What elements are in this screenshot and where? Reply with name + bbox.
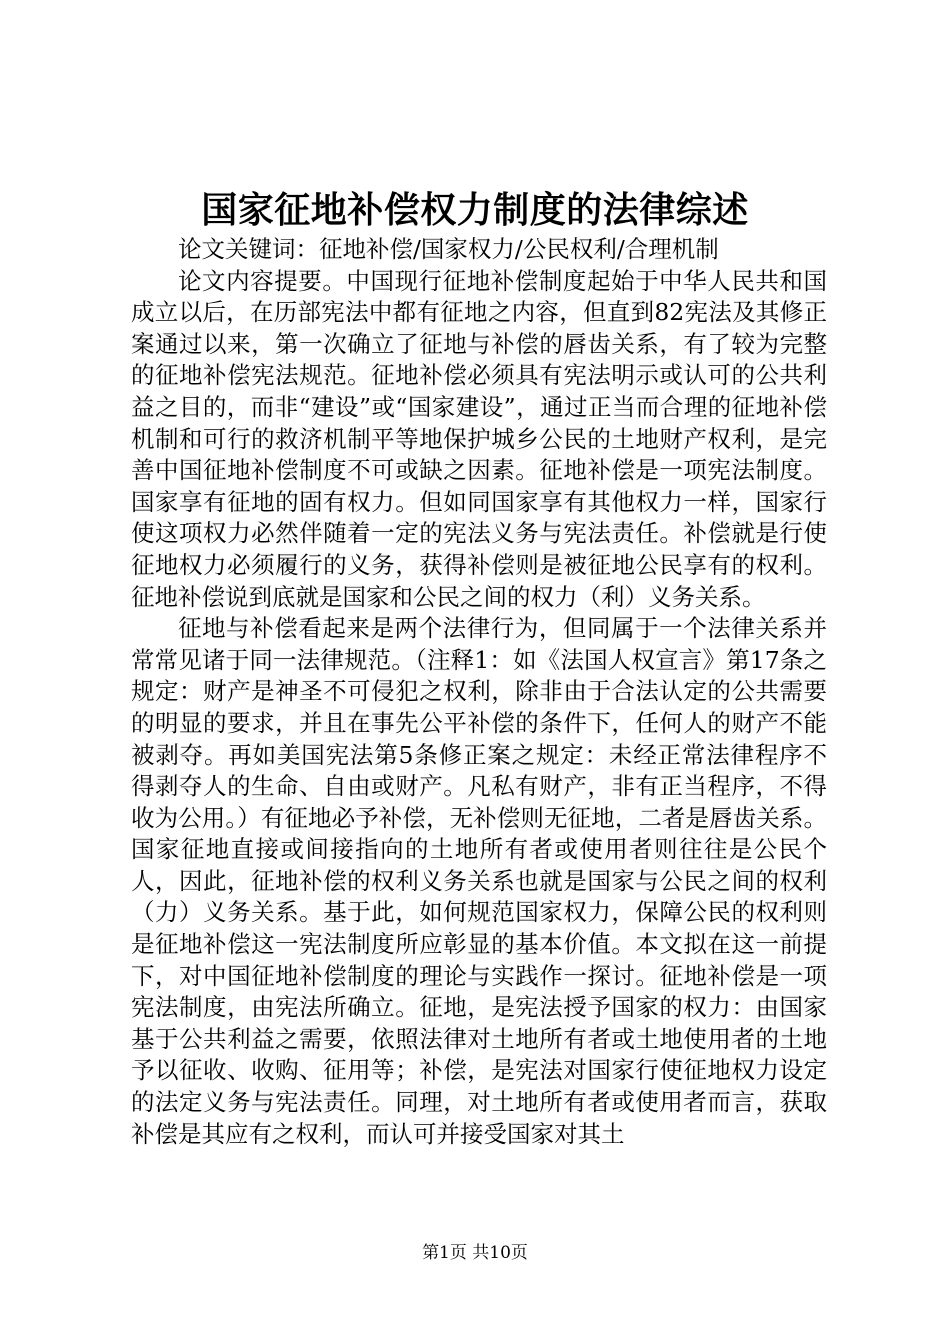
page-footer: 第1页 共10页 xyxy=(422,1243,528,1263)
abstract-paragraph: 论文内容提要。中国现行征地补偿制度起始于中华人民共和国成立以后，在历部宪法中都有征地之内容，但直到82宪法及其修正案通过以来，第一次确立了征地与补偿的唇齿关系，有了较为完整的征地补偿宪法规范。征地补偿必须具有宪法明示或认可的公共利益之目的，而非“建设”或“国家建设”，通过正当而合理的征地补偿机制和可行的救济机制平等地保护城乡公民的土地财产权利，是完善中国征地补偿制度不可或缺之因素。征地补偿是一项宪法制度。国家享有征地的固有权力。但如同国家享有其他权力一样，国家行使这项权力必然伴随着一定的宪法义务与宪法责任。补偿就是行使征地权力必须履行的义务，获得补偿则是被征地公民享有的权利。征地补偿说到底就是国家和公民之间的权力（利）义务关系。 xyxy=(131,266,827,611)
document-title: 国家征地补偿权力制度的法律综述 xyxy=(201,189,749,231)
document-body xyxy=(131,234,827,1150)
body-paragraph: 征地与补偿看起来是两个法律行为，但同属于一个法律关系并常常见诸于同一法律规范。（注释1：如《法国人权宣言》第17条之规定：财产是神圣不可侵犯之权利，除非由于合法认定的公共需要的明显的要求，并且在事先公平补偿的条件下，任何人的财产不能被剥夺。再如美国宪法第5条修正案之规定：未经正常法律程序不得剥夺人的生命、自由或财产。凡私有财产，非有正当程序，不得收为公用。）有征地必予补偿，无补偿则无征地，二者是唇齿关系。国家征地直接或间接指向的土地所有者或使用者则往往是公民个人，因此，征地补偿的权利义务关系也就是国家与公民之间的权利（力）义务关系。基于此，如何规范国家权力，保障公民的权利则是征地补偿这一宪法制度所应彰显的基本价值。本文拟在这一前提下，对中国征地补偿制度的理论与实践作一探讨。征地补偿是一项宪法制度，由宪法所确立。征地，是宪法授予国家的权力：由国家基于公共利益之需要，依照法律对土地所有者或土地使用者的土地予以征收、收购、征用等；补偿，是宪法对国家行使征地权力设定的法定义务与宪法责任。同理，对土地所有者或使用者而言，获取补偿是其应有之权利，而认可并接受国家对其土 xyxy=(131,614,827,1148)
keywords-line: 论文关键词：征地补偿/国家权力/公民权利/合理机制 xyxy=(178,235,719,263)
